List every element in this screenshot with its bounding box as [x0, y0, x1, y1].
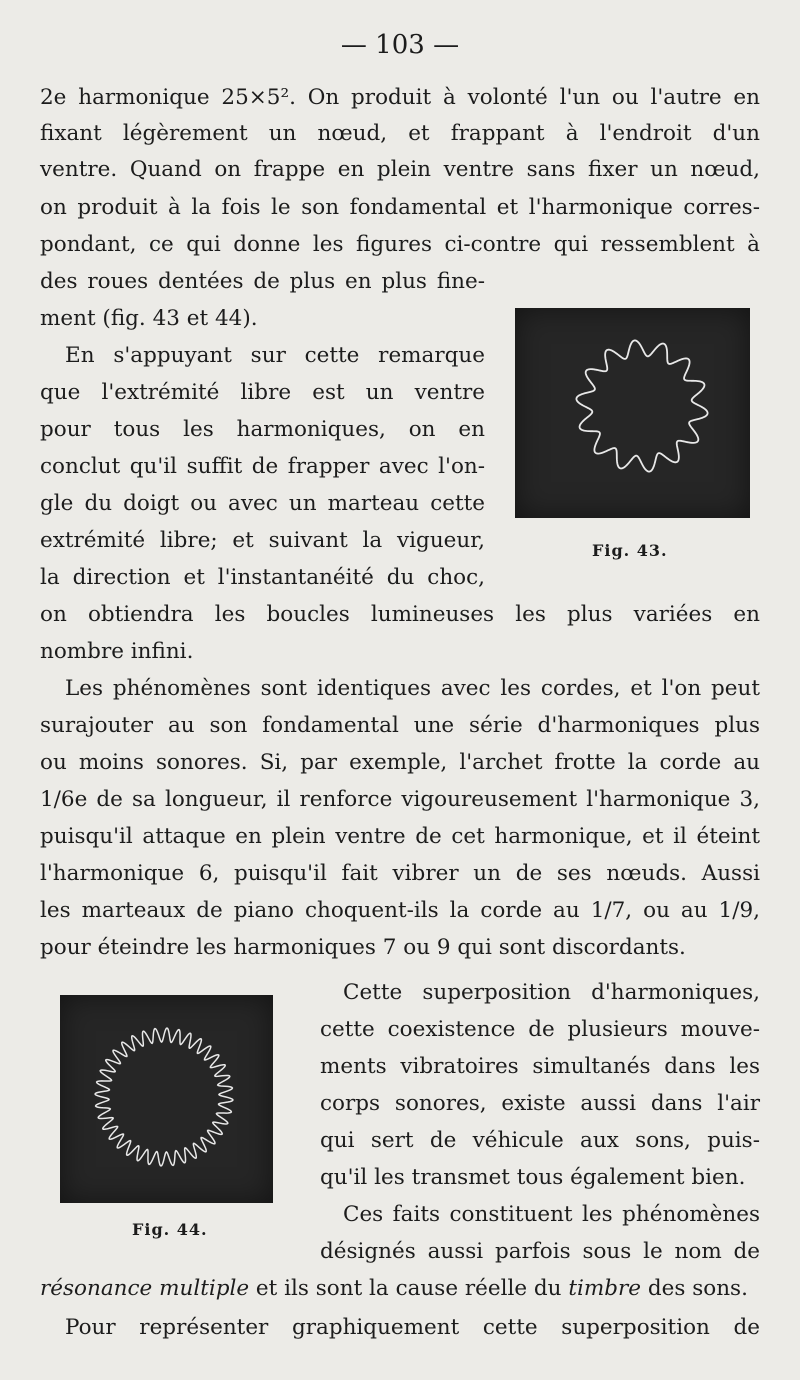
figure-43-curve — [515, 308, 750, 518]
text-line: ment (fig. 43 et 44). — [40, 306, 258, 331]
text-line: Pour représenter graphiquement cette superposition de — [65, 1315, 760, 1340]
text-span: et ils sont la cause réelle du — [249, 1276, 569, 1301]
text-line: l'harmonique 6, puisqu'il fait vibrer un de ses nœuds. Aussi — [40, 861, 760, 886]
text-line: nombre infini. — [40, 639, 194, 664]
text-line: pondant, ce qui donne les figures ci-contre qui ressemblent à — [40, 232, 760, 257]
text-line: ventre. Quand on frappe en plein ventre sans fixer un nœud, — [40, 157, 760, 182]
italic-term-resonance: résonance multiple — [40, 1276, 250, 1301]
figure-43-caption: Fig. 43. — [592, 541, 668, 560]
text-line: pour éteindre les harmoniques 7 ou 9 qui sont discordants. — [40, 935, 686, 960]
figure-44-caption: Fig. 44. — [132, 1220, 208, 1239]
text-line: qu'il les transmet tous également bien. — [320, 1165, 746, 1190]
text-line-mixed — [40, 1271, 760, 1307]
text-line: qui sert de véhicule aux sons, puis- — [320, 1128, 760, 1153]
text-line: conclut qu'il suffit de frapper avec l'on- — [40, 454, 485, 479]
text-line: corps sonores, existe aussi dans l'air — [320, 1091, 760, 1116]
figure-44-image — [60, 995, 273, 1203]
italic-term-timbre: timbre — [568, 1276, 642, 1301]
figure-44-curve — [60, 995, 273, 1203]
text-line: ments vibratoires simultanés dans les — [320, 1054, 760, 1079]
text-line: pour tous les harmoniques, on en — [40, 417, 485, 442]
text-line: Les phénomènes sont identiques avec les cordes, et l'on peut — [65, 676, 760, 701]
text-line: des roues dentées de plus en plus fine- — [40, 269, 485, 294]
page-number: — 103 — — [340, 30, 460, 60]
text-line: extrémité libre; et suivant la vigueur, — [40, 528, 485, 553]
text-line: la direction et l'instantanéité du choc, — [40, 565, 485, 590]
text-line: on obtiendra les boucles lumineuses les plus variées en — [40, 602, 760, 627]
text-line: surajouter au son fondamental une série d'harmoniques plus — [40, 713, 760, 738]
text-line: fixant légèrement un nœud, et frappant à l'endroit d'un — [40, 121, 760, 146]
text-line: les marteaux de piano choquent-ils la corde au 1/7, ou au 1/9, — [40, 898, 760, 923]
text-line: 1/6e de sa longueur, il renforce vigoureusement l'harmonique 3, — [40, 787, 760, 812]
text-line: Ces faits constituent les phénomènes — [343, 1202, 760, 1227]
figure-43-image — [515, 308, 750, 518]
text-line: on produit à la fois le son fondamental et l'harmonique corres- — [40, 195, 760, 220]
text-line: désignés aussi parfois sous le nom de — [320, 1239, 760, 1264]
text-line: gle du doigt ou avec un marteau cette — [40, 491, 485, 516]
text-line: puisqu'il attaque en plein ventre de cet harmonique, et il éteint — [40, 824, 760, 849]
text-line: que l'extrémité libre est un ventre — [40, 380, 485, 405]
text-line: cette coexistence de plusieurs mouve- — [320, 1017, 760, 1042]
text-line: Cette superposition d'harmoniques, — [343, 980, 760, 1005]
text-span: des sons. — [641, 1276, 748, 1301]
text-line: En s'appuyant sur cette remarque — [65, 343, 485, 368]
text-line: ou moins sonores. Si, par exemple, l'archet frotte la corde au — [40, 750, 760, 775]
text-line: 2e harmonique 25×5². On produit à volonté l'un ou l'autre en — [40, 85, 760, 110]
